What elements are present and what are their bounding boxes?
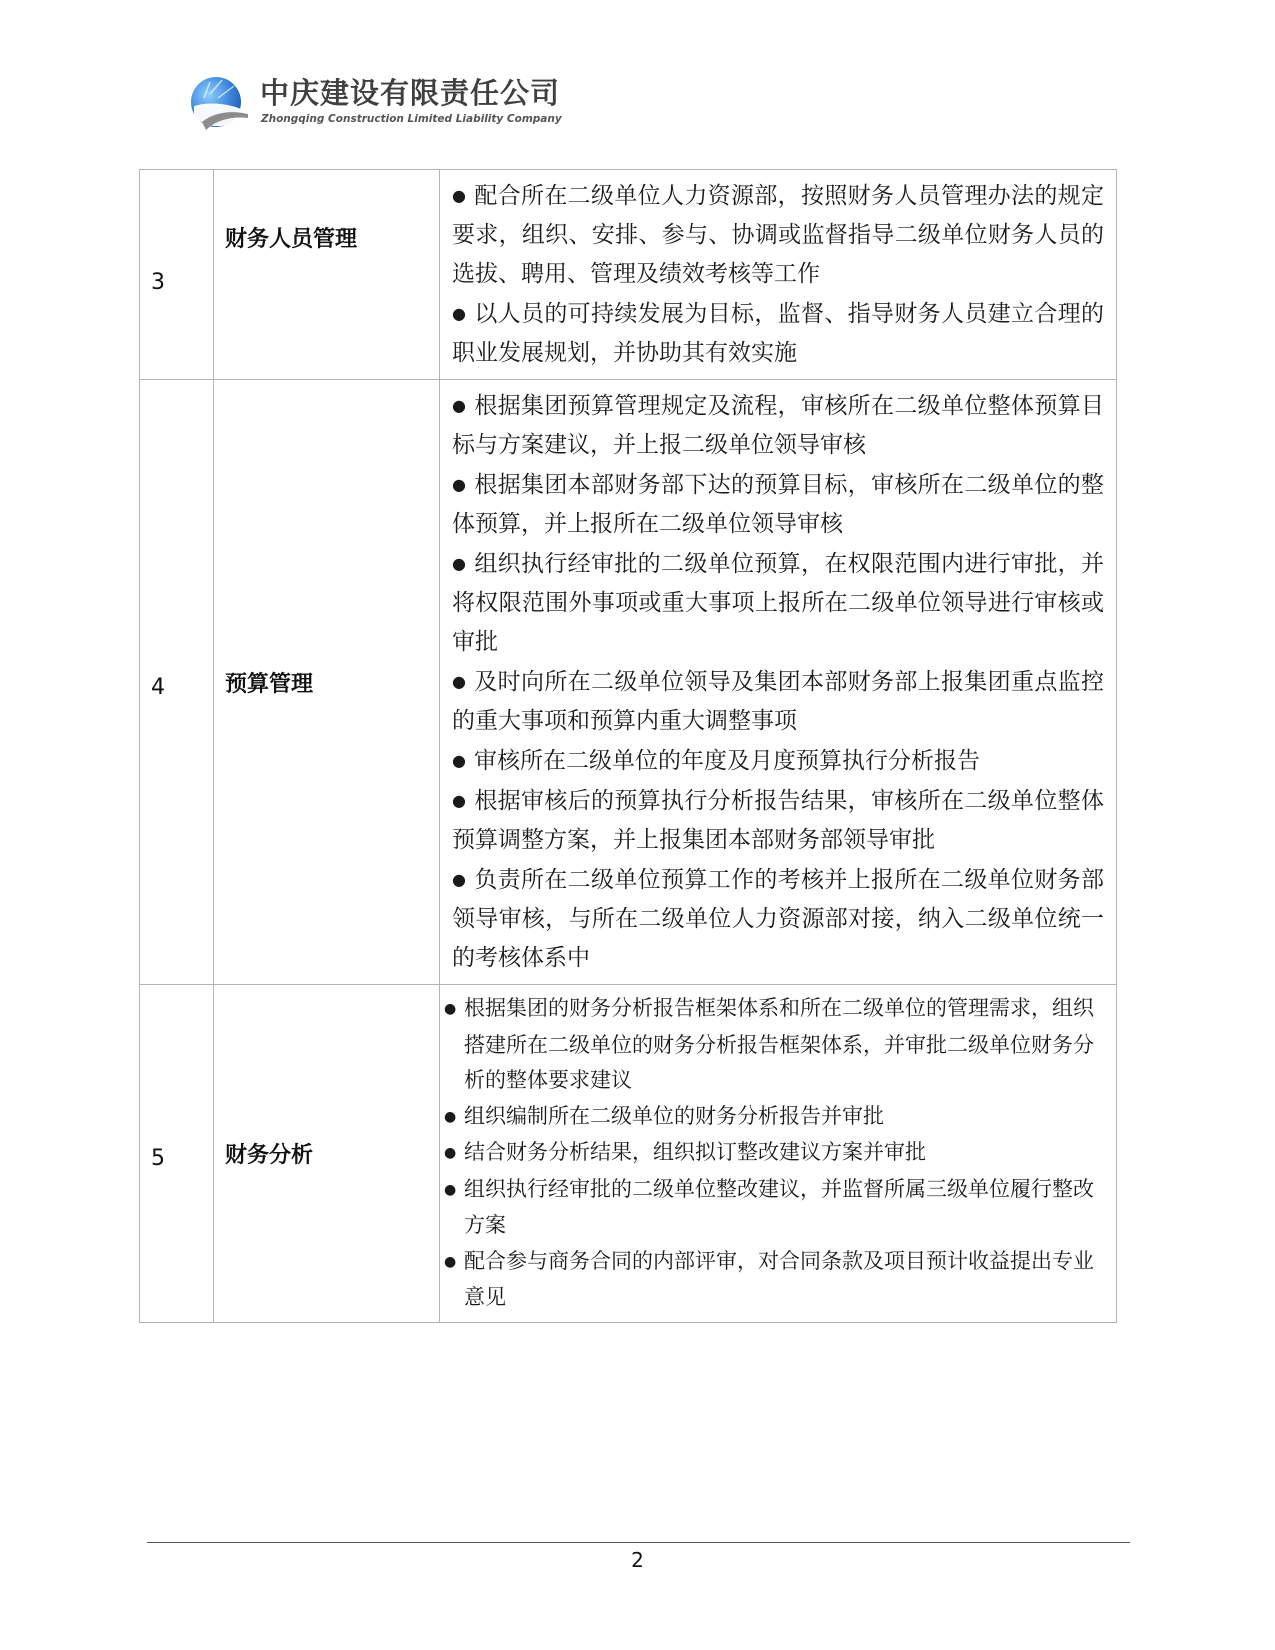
bullet-icon: ● [452,751,466,770]
company-logo-icon [188,76,250,132]
duty-list [444,991,1104,1316]
list-item [444,1135,1104,1172]
list-item [452,544,1104,662]
row-title: 财务分析 [214,985,440,1323]
list-item-text: 组织执行经审批的二级单位整改建议，并监督所属三级单位履行整改方案 [464,1176,1094,1237]
bullet-icon: ● [444,1181,457,1198]
list-item-text: 根据审核后的预算执行分析报告结果，审核所在二级单位整体预算调整方案，并上报集团本部财务部领导审批 [452,788,1104,853]
bullet-icon: ● [444,1001,457,1017]
list-item-text: 审核所在二级单位的年度及月度预算执行分析报告 [474,748,980,774]
row-number: 4 [140,380,214,985]
list-item-text: 及时向所在二级单位领导及集团本部财务部上报集团重点监控的重大事项和预算内重大调整事项 [452,669,1104,734]
footer-divider [147,1542,1130,1543]
list-item [444,991,1104,1099]
row-description [440,170,1117,380]
row-title: 财务人员管理 [214,170,440,380]
row-number: 3 [140,170,214,380]
list-item-text: 根据集团的财务分析报告框架体系和所在二级单位的管理需求，组织搭建所在二级单位的财务分析报告框架体系，并审批二级单位财务分析的整体要求建议 [464,996,1094,1092]
duty-list [452,386,1104,978]
responsibility-table [139,169,1117,1323]
list-item-text: 组织编制所在二级单位的财务分析报告并审批 [464,1103,884,1128]
row-description [440,985,1117,1323]
list-item-text: 根据集团预算管理规定及流程，审核所在二级单位整体预算目标与方案建议，并上报二级单位领导审核 [452,393,1104,458]
bullet-icon: ● [452,186,466,205]
list-item [444,1172,1104,1244]
list-item [452,176,1104,294]
bullet-icon: ● [452,396,466,415]
bullet-icon: ● [452,475,466,494]
list-item [452,386,1104,465]
bullet-icon: ● [444,1108,457,1125]
list-item [452,294,1104,373]
table-row [140,985,1117,1323]
company-logo [188,72,588,134]
bullet-icon: ● [452,791,466,810]
bullet-icon: ● [452,554,466,573]
table-row [140,170,1117,380]
bullet-icon: ● [452,304,466,323]
bullet-icon: ● [452,672,466,691]
list-item-text: 根据集团本部财务部下达的预算目标，审核所在二级单位的整体预算，并上报所在二级单位领导审核 [452,472,1104,537]
row-description [440,380,1117,985]
company-name-en: Zhongqing Construction Limited Liability Company [261,113,562,125]
list-item-text: 组织执行经审批的二级单位预算，在权限范围内进行审批，并将权限范围外事项或重大事项上报所在二级单位领导进行审核或审批 [452,551,1104,655]
list-item [452,860,1104,978]
list-item-text: 配合所在二级单位人力资源部，按照财务人员管理办法的规定要求，组织、安排、参与、协调或监督指导二级单位财务人员的选拔、聘用、管理及绩效考核等工作 [452,183,1104,287]
list-item [444,1099,1104,1136]
bullet-icon: ● [444,1145,457,1161]
duty-list [452,176,1104,373]
page-number: 2 [631,1548,644,1572]
bullet-icon: ● [452,870,466,889]
list-item [452,662,1104,741]
list-item-text: 以人员的可持续发展为目标，监督、指导财务人员建立合理的职业发展规划，并协助其有效实施 [452,301,1104,366]
list-item-text: 结合财务分析结果，组织拟订整改建议方案并审批 [464,1140,926,1164]
row-number: 5 [140,985,214,1323]
table-row [140,380,1117,985]
row-title: 预算管理 [214,380,440,985]
bullet-icon: ● [444,1253,457,1270]
company-name-cn: 中庆建设有限责任公司 [260,76,561,110]
list-item [444,1244,1104,1316]
list-item-text: 负责所在二级单位预算工作的考核并上报所在二级单位财务部领导审核，与所在二级单位人力资源部对接，纳入二级单位统一的考核体系中 [452,867,1104,971]
list-item-text: 配合参与商务合同的内部评审，对合同条款及项目预计收益提出专业意见 [464,1248,1094,1309]
list-item [452,781,1104,860]
list-item [452,465,1104,544]
list-item [452,741,1104,781]
